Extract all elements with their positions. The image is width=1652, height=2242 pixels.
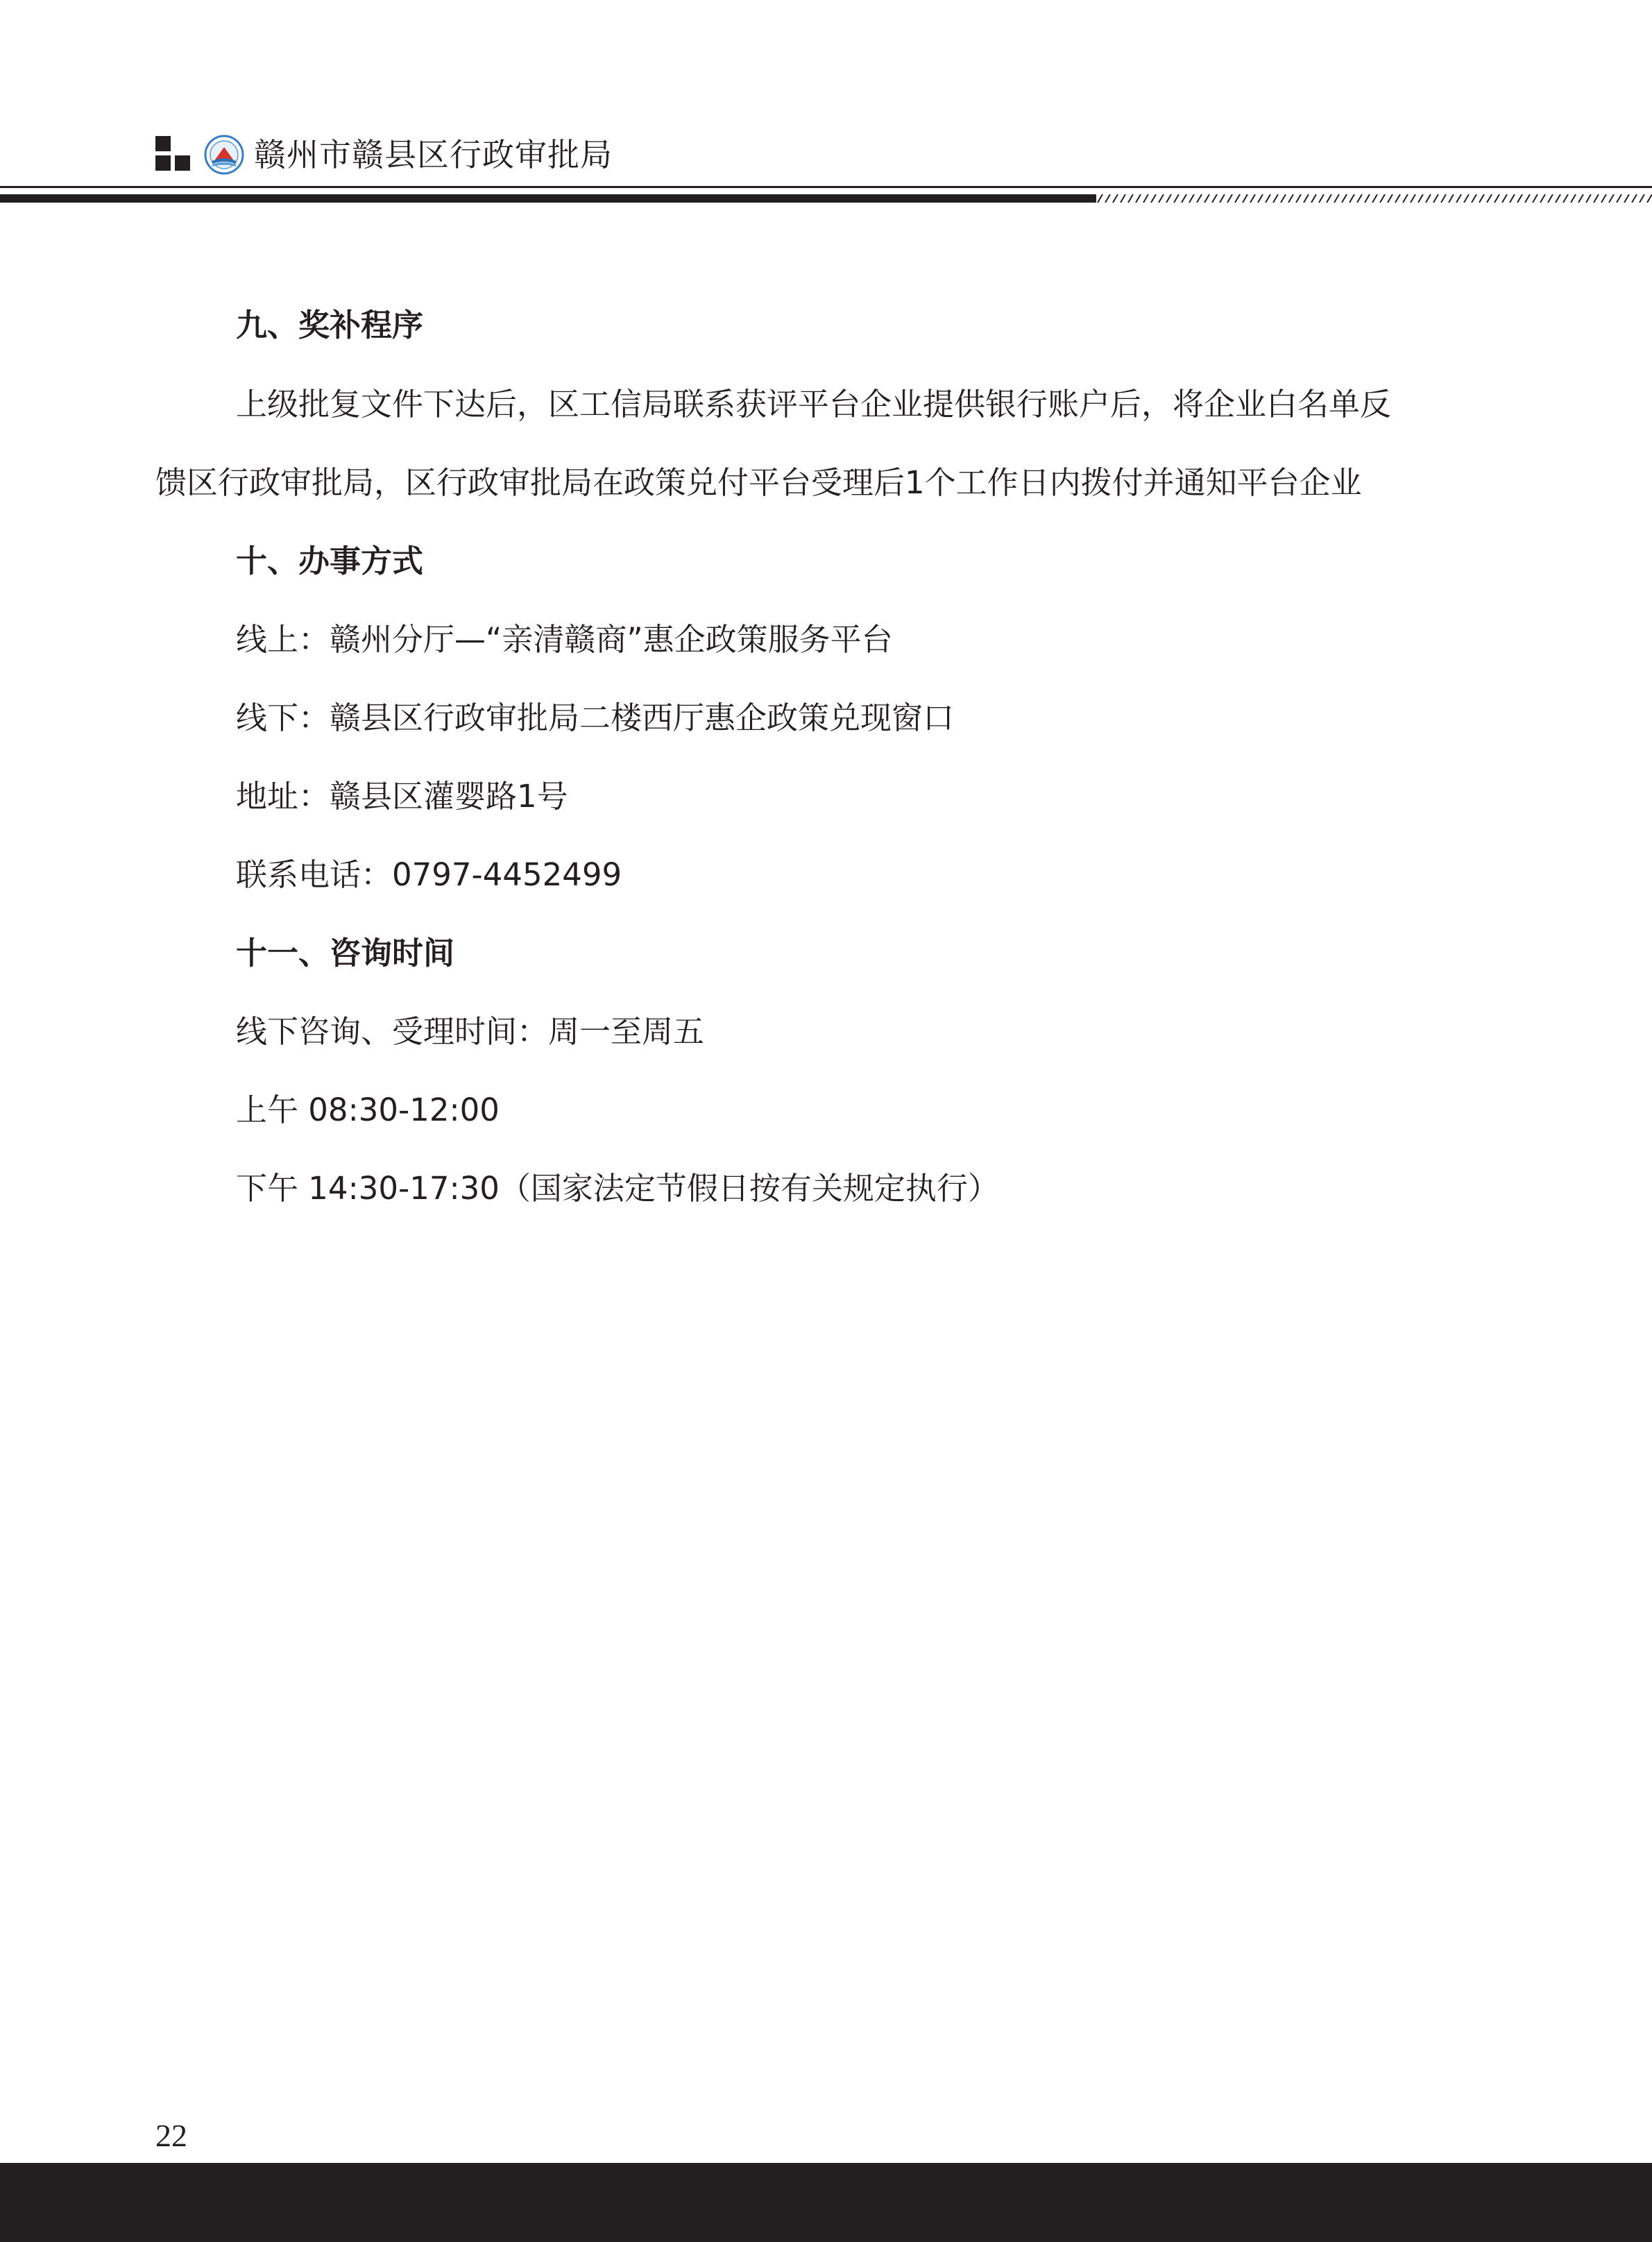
- header-rule-thick: [0, 194, 1096, 203]
- section-heading: 九、奖补程序: [236, 307, 424, 343]
- paragraph-line: 线下：赣县区行政审批局二楼西厅惠企政策兑现窗口: [236, 699, 955, 736]
- paragraph-line: 线下咨询、受理时间：周一至周五: [236, 1013, 705, 1050]
- paragraph-line: 上级批复文件下达后，区工信局联系获评平台企业提供银行账户后，将企业白名单反: [236, 386, 1392, 423]
- logo-squares-icon: [155, 136, 196, 172]
- section-heading: 十一、咨询时间: [236, 935, 455, 971]
- logo-square: [155, 155, 171, 171]
- logo-square: [155, 136, 171, 151]
- paragraph-line: 地址：赣县区灌婴路1号: [236, 778, 568, 815]
- paragraph-line: 下午 14:30-17:30（国家法定节假日按有关规定执行）: [236, 1170, 999, 1207]
- org-title: 赣州市赣县区行政审批局: [254, 136, 613, 173]
- paragraph-line: 线上：赣州分厅—“亲清赣商”惠企政策服务平台: [236, 621, 893, 658]
- paragraph-line: 联系电话：0797-4452499: [236, 856, 622, 893]
- footer-bar: [0, 2163, 1652, 2242]
- section-heading: 十、办事方式: [236, 543, 424, 579]
- emblem-icon: [204, 135, 244, 175]
- paragraph-line: 馈区行政审批局，区行政审批局在政策兑付平台受理后1个工作日内拨付并通知平台企业: [155, 464, 1362, 501]
- logo-square: [175, 155, 190, 171]
- header-hatch-pattern: [1089, 194, 1652, 203]
- page-number: 22: [155, 2118, 187, 2153]
- paragraph-line: 上午 08:30-12:00: [236, 1092, 500, 1128]
- page-header: [0, 0, 1652, 208]
- header-rule: [0, 186, 1652, 188]
